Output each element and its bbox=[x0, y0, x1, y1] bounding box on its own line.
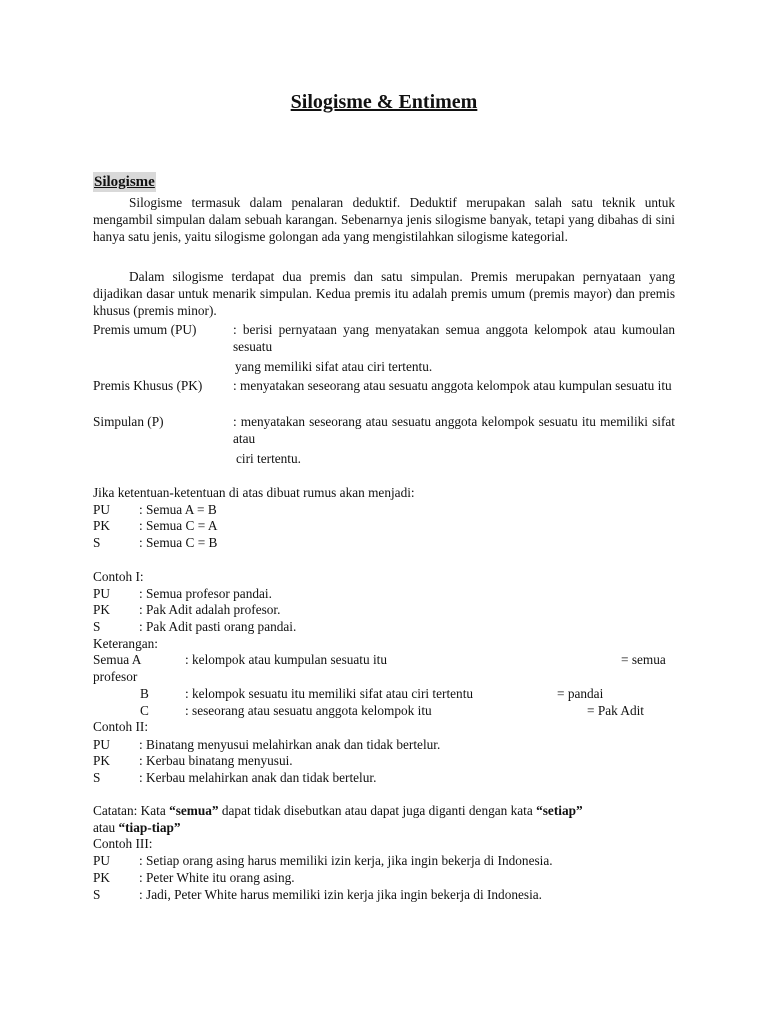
catatan-paragraph bbox=[93, 803, 675, 820]
row-value: : Kerbau binatang menyusui. bbox=[139, 753, 293, 768]
rumus-row bbox=[93, 502, 675, 519]
contoh-row bbox=[93, 870, 675, 887]
row-value: : Pak Adit pasti orang pandai. bbox=[139, 619, 297, 634]
contoh-row bbox=[93, 737, 675, 754]
definition-text: : berisi pernyataan yang menyatakan semua anggota kelompok atau kumoulan sesuatu bbox=[233, 322, 675, 354]
intro-paragraph-1: Silogisme termasuk dalam penalaran deduktif. Deduktif merupakan salah satu teknik untuk mengambil simpulan dalam sebuah karangan. Sebenarnya jenis silogisme banyak, tetapi yang dibahas di sini hanya satu jenis, yaitu silogisme golongan ada yang mengistilahkan silogisme kategorial. bbox=[93, 195, 675, 244]
contoh-heading: Contoh II: bbox=[93, 719, 149, 734]
keterangan-term: Semua A bbox=[93, 652, 142, 667]
row-value: : Binatang menyusui melahirkan anak dan tidak bertelur. bbox=[139, 737, 441, 752]
row-value: : Semua C = A bbox=[139, 518, 218, 533]
catatan-keyword: “tiap-tiap” bbox=[118, 820, 181, 835]
row-key: PK bbox=[93, 518, 110, 533]
section-heading: Silogisme bbox=[94, 174, 155, 190]
row-key: PU bbox=[93, 853, 110, 868]
keterangan-desc: : kelompok atau kumpulan sesuatu itu bbox=[185, 652, 388, 667]
row-key: S bbox=[93, 535, 101, 550]
contoh-heading: Contoh I: bbox=[93, 569, 144, 584]
catatan-keyword: “setiap” bbox=[536, 803, 583, 818]
document-title: Silogisme & Entimem bbox=[290, 91, 478, 113]
catatan-text: Catatan: Kata bbox=[93, 803, 170, 818]
row-value: : Semua profesor pandai. bbox=[139, 586, 272, 601]
rumus-intro: Jika ketentuan-ketentuan di atas dibuat rumus akan menjadi: bbox=[93, 485, 415, 500]
catatan-text: dapat tidak disebutkan atau dapat juga diganti dengan kata bbox=[218, 803, 537, 818]
row-key: PU bbox=[93, 586, 110, 601]
keterangan-value-wrap: profesor bbox=[93, 669, 138, 684]
row-key: PU bbox=[93, 737, 110, 752]
keterangan-term: C bbox=[140, 703, 149, 718]
keterangan-desc: : kelompok sesuatu itu memiliki sifat atau ciri tertentu bbox=[185, 686, 474, 701]
row-key: PK bbox=[93, 753, 110, 768]
definition-label: Premis Khusus (PK) bbox=[93, 378, 203, 393]
row-value: : Pak Adit adalah profesor. bbox=[139, 602, 281, 617]
keterangan-value: = semua bbox=[621, 652, 666, 667]
contoh-row bbox=[93, 853, 675, 870]
contoh-row bbox=[93, 602, 675, 619]
row-key: S bbox=[93, 887, 101, 902]
keterangan-term: B bbox=[140, 686, 149, 701]
row-value: : Peter White itu orang asing. bbox=[139, 870, 295, 885]
row-value: : Semua A = B bbox=[139, 502, 217, 517]
keterangan-value: = pandai bbox=[557, 686, 604, 701]
catatan-keyword: “semua” bbox=[169, 803, 219, 818]
row-key: PK bbox=[93, 870, 110, 885]
definition-label: Premis umum (PU) bbox=[93, 322, 197, 337]
row-key: S bbox=[93, 619, 101, 634]
keterangan-desc: : seseorang atau sesuatu anggota kelompok itu bbox=[185, 703, 432, 718]
contoh-heading: Contoh III: bbox=[93, 836, 153, 851]
keterangan-value: = Pak Adit bbox=[587, 703, 644, 718]
row-key: PU bbox=[93, 502, 110, 517]
definition-label: Simpulan (P) bbox=[93, 414, 164, 429]
catatan-line-2 bbox=[93, 820, 181, 837]
rumus-row bbox=[93, 535, 675, 552]
contoh-row bbox=[93, 586, 675, 603]
rumus-row bbox=[93, 518, 675, 535]
row-key: PK bbox=[93, 602, 110, 617]
definition-text: : menyatakan seseorang atau sesuatu anggota kelompok atau kumpulan sesuatu itu bbox=[233, 378, 672, 393]
row-value: : Semua C = B bbox=[139, 535, 218, 550]
definition-continuation: ciri tertentu. bbox=[236, 451, 301, 466]
keterangan-heading: Keterangan: bbox=[93, 636, 158, 651]
row-key: S bbox=[93, 770, 101, 785]
contoh-row bbox=[93, 619, 675, 636]
definition-continuation: yang memiliki sifat atau ciri tertentu. bbox=[235, 359, 433, 374]
contoh-row bbox=[93, 887, 675, 904]
contoh-row bbox=[93, 770, 675, 787]
row-value: : Kerbau melahirkan anak dan tidak bertelur. bbox=[139, 770, 377, 785]
contoh-row bbox=[93, 753, 675, 770]
definition-text: : menyatakan seseorang atau sesuatu anggota kelompok sesuatu itu memiliki sifat atau bbox=[233, 414, 675, 446]
row-value: : Setiap orang asing harus memiliki izin kerja, jika ingin bekerja di Indonesia. bbox=[139, 853, 553, 868]
row-value: : Jadi, Peter White harus memiliki izin kerja jika ingin bekerja di Indonesia. bbox=[139, 887, 542, 902]
intro-paragraph-2: Dalam silogisme terdapat dua premis dan satu simpulan. Premis merupakan pernyataan yang dijadikan dasar untuk menarik simpulan. Kedua premis itu adalah premis umum (premis mayor) dan premis khusus (premis minor). bbox=[93, 269, 675, 318]
catatan-text: atau bbox=[93, 820, 119, 835]
